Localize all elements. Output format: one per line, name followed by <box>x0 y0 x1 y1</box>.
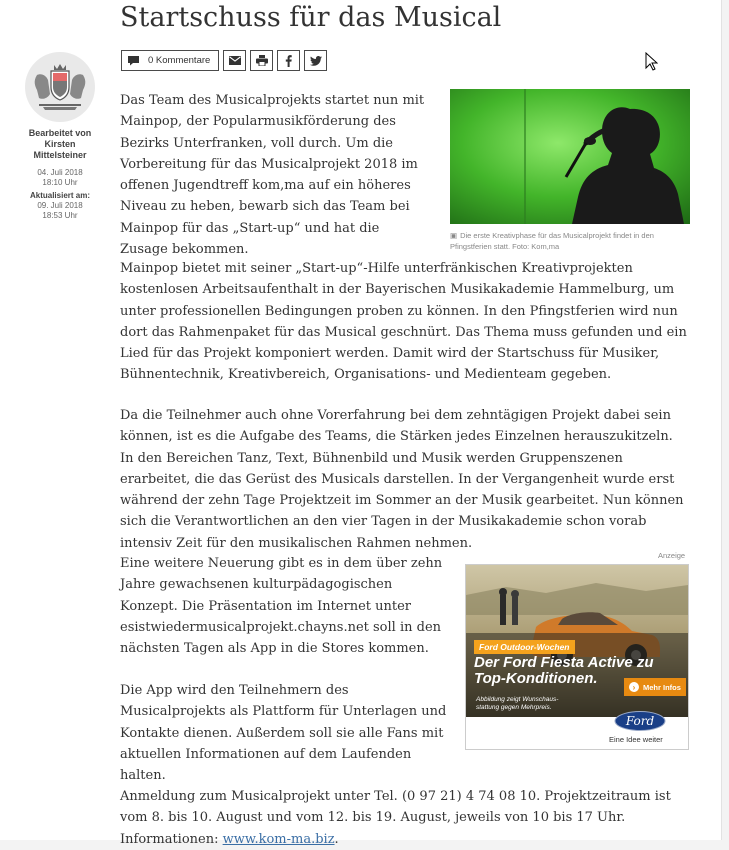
author-box <box>17 52 103 221</box>
comment-icon <box>127 55 140 66</box>
email-share-button[interactable] <box>223 50 246 71</box>
figure-caption <box>450 230 690 252</box>
ad-more-info-button[interactable] <box>624 678 686 696</box>
ford-logo <box>614 711 666 731</box>
article-title: Startschuss für das Musical <box>120 2 502 33</box>
twitter-icon <box>310 56 322 66</box>
ford-logo-text: Ford <box>625 714 655 728</box>
paragraph-4: Eine weitere Neuerung gibt es in dem über zehn Jahre gewachsenen kulturpädagogischen Konzept. Die Präsentation im Internet unter esistwiedermusicalprojekt.chayns.net soll in den nächsten Tagen als App in die Stores kommen. <box>120 556 443 657</box>
ad-headline-line-1: Der Ford Fiesta Active zu <box>474 654 654 671</box>
ad-cta-label: Mehr Infos <box>643 682 681 692</box>
comments-button[interactable] <box>121 50 219 71</box>
ad-disclaimer-line-2: stattung gegen Mehrpreis. <box>476 704 552 711</box>
facebook-share-button[interactable] <box>277 50 300 71</box>
facebook-icon <box>285 55 292 67</box>
paragraph-1: Das Team des Musicalprojekts startet nun mit Mainpop, der Popularmusikförderung des Bezirks Unterfranken, voll durch. Um die Vorbereitung für das Musicalprojekt 2018 im offenen Jugendtreff kom,ma auf ein höheres Niveau zu heben, bewarb sich das Team bei Mainpop für das „Start-up“ und hat die Zusage bekommen. <box>120 93 425 258</box>
ford-advertisement[interactable] <box>465 564 689 750</box>
registration-text: Anmeldung zum Musicalprojekt unter Tel. (0 97 21) 4 74 08 10. Projektzeitraum ist vom 8. bis 10. August und vom 12. bis 19. August, jeweils von 10 bis 17 Uhr. Informationen: <box>120 789 671 847</box>
updated-date: 09. Juli 2018 <box>37 201 83 210</box>
paragraph-6-end: . <box>334 831 339 847</box>
mouse-cursor-icon <box>645 52 658 71</box>
article-toolbar <box>121 50 331 71</box>
ad-slogan: Eine Idee weiter <box>609 735 663 744</box>
paragraph-6 <box>120 786 698 850</box>
paragraph-2: Mainpop bietet mit seiner „Start-up“-Hilfe unterfränkischen Kreativprojekten kostenlosen Arbeitsaufenthalt in der Bayerischen Musikakademie Hammelburg, um unter professionellen Bedingungen proben zu können. In den Pfingstferien wird nun dort das Rahmenpaket für das Musical geschnürt. Das Thema muss gefunden und ein Lied für das Projekt komponiert werden. Damit wird der Startschuss für Musiker, Bühnentechnik, Kreativbereich, Organisations- und Medienteam gegeben. <box>120 261 687 383</box>
ad-tag: Ford Outdoor-Wochen <box>474 640 575 654</box>
updated-time: 18:53 Uhr <box>42 211 78 220</box>
info-link[interactable]: www.kom-ma.biz <box>222 831 335 847</box>
figure-caption-text: Die erste Kreativphase für das Musicalprojekt findet in den Pfingstferien statt. Foto: Kom,ma <box>450 231 654 251</box>
publish-date: 04. Juli 2018 <box>37 168 83 177</box>
updated-label: Aktualisiert am: <box>29 191 91 200</box>
edited-by-label: Bearbeitet von <box>28 128 92 138</box>
author-name[interactable]: Kirsten Mittelsteiner <box>33 139 87 160</box>
article-figure <box>450 89 690 252</box>
paragraph-3: Da die Teilnehmer auch ohne Vorerfahrung bei dem zehntägigen Projekt dabei sein können, ist es die Aufgabe des Teams, die Stärken jedes Einzelnen herauszukitzeln. In den Bereichen Tanz, Text, Bühnenbild und Musik werden Gruppenszenen erarbeitet, die das Gerüst des Musicals darstellen. In der Vergangenheit wurde erst während der zehn Tage Projektzeit im Sommer an der Musik gearbeitet. Nun können sich die Verantwortlichen an den vier Tagen in der Musikakademie schon vorab intensiv Zeit für den musikalischen Rahmen nehmen. <box>120 408 684 551</box>
coat-of-arms-icon <box>31 61 89 113</box>
camera-icon: ▣ <box>450 231 458 240</box>
arrow-right-icon: › <box>629 682 639 692</box>
ad-disclaimer-line-1: Abbildung zeigt Wunschaus- <box>476 696 559 703</box>
print-icon <box>256 55 268 66</box>
publish-time: 18:10 Uhr <box>42 178 78 187</box>
comments-label: 0 Kommentare <box>148 55 211 66</box>
print-button[interactable] <box>250 50 273 71</box>
ad-label: Anzeige <box>658 551 686 560</box>
mail-icon <box>229 56 241 65</box>
ad-headline-line-2: Top-Konditionen. <box>474 670 598 687</box>
twitter-share-button[interactable] <box>304 50 327 71</box>
paragraph-5: Die App wird den Teilnehmern des Musicalprojekts als Plattform für Unterlagen und Kontakte dienen. Außerdem soll sie alle Fans mit aktuellen Informationen auf dem Laufenden halten. <box>120 683 447 784</box>
author-avatar[interactable] <box>25 52 95 122</box>
figure-image[interactable] <box>450 89 690 224</box>
ad-disclaimer <box>476 696 558 712</box>
